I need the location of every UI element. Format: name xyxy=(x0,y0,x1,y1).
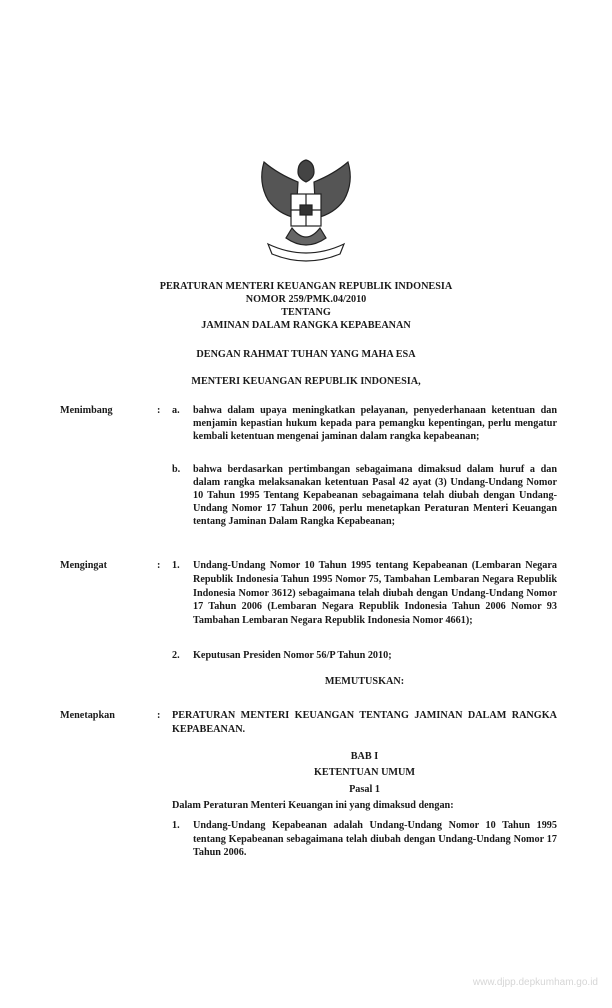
item-text: Undang-Undang Nomor 10 Tahun 1995 tentang Kepabeanan (Lembaran Negara Republik Indonesia Tahun 1995 Nomor 75, Tambahan Lembaran Negara Republik Indonesia Nomor 3612) sebagaimana telah diubah dengan Undang-Undang Nomor 17 Tahun 2006 (Lembaran Negara Republik Indonesia Tahun 2006 Nomor 93 Tambahan Lembaran Negara Republik Indonesia Nomor 4661); xyxy=(193,560,557,627)
section-label: Menetapkan xyxy=(60,710,115,721)
pasal-heading: Pasal 1 xyxy=(349,784,380,795)
item-text: bahwa berdasarkan pertimbangan sebagaimana dimaksud dalam huruf a dan dalam rangka melaksanakan ketentuan Pasal 42 ayat (3) Undang-Undang Nomor 10 Tahun 1995 Tentang Kepabeanan sebagaimana telah diubah dengan Undang-Undang Nomor 17 Tahun 2006, perlu menetapkan Peraturan Menteri Keuangan tentang Jaminan Dalam Rangka Kepabeanan; xyxy=(193,464,557,527)
colon: : xyxy=(157,405,161,416)
watermark: www.djpp.depkumham.go.id xyxy=(472,977,598,988)
pasal-intro: Dalam Peraturan Menteri Keuangan ini yang dimaksud dengan: xyxy=(172,800,454,811)
authority: MENTERI KEUANGAN REPUBLIK INDONESIA, xyxy=(191,376,421,387)
title-line: PERATURAN MENTERI KEUANGAN REPUBLIK INDONESIA xyxy=(159,281,453,292)
item-text: Keputusan Presiden Nomor 56/P Tahun 2010; xyxy=(193,650,392,661)
title-line: JAMINAN DALAM RANGKA KEPABEANAN xyxy=(201,320,411,331)
item-marker: 1. xyxy=(172,560,180,571)
title-line: TENTANG xyxy=(281,307,331,318)
item-marker: a. xyxy=(172,405,180,416)
memutuskan-heading: MEMUTUSKAN: xyxy=(324,676,405,687)
item-marker: 2. xyxy=(172,650,180,661)
item-text: bahwa dalam upaya meningkatkan pelayanan, penyederhanaan ketentuan dan menjamin kepastian hukum kepada para pemangku kepentingan, perlu mengatur kembali ketentuan mengenai jaminan dalam rangka kepabeanan; xyxy=(193,405,557,442)
bab-title: KETENTUAN UMUM xyxy=(313,767,416,778)
colon: : xyxy=(157,710,161,721)
section-label: Menimbang xyxy=(60,405,113,416)
item-text: Undang-Undang Kepabeanan adalah Undang-Undang Nomor 10 Tahun 1995 tentang Kepabeanan sebagaimana telah diubah dengan Undang-Undang Nomor 17 Tahun 2006. xyxy=(193,820,557,858)
garuda-emblem-icon xyxy=(246,152,366,272)
menetapkan-text: PERATURAN MENTERI KEUANGAN TENTANG JAMINAN DALAM RANGKA KEPABEANAN. xyxy=(172,710,557,735)
colon: : xyxy=(157,560,161,571)
section-label: Mengingat xyxy=(60,560,107,571)
item-marker: 1. xyxy=(172,820,180,831)
regulation-title xyxy=(0,280,612,332)
item-marker: b. xyxy=(172,464,181,475)
title-line: NOMOR 259/PMK.04/2010 xyxy=(245,294,367,305)
bab-number: BAB I xyxy=(350,751,379,762)
invocation: DENGAN RAHMAT TUHAN YANG MAHA ESA xyxy=(196,349,416,360)
